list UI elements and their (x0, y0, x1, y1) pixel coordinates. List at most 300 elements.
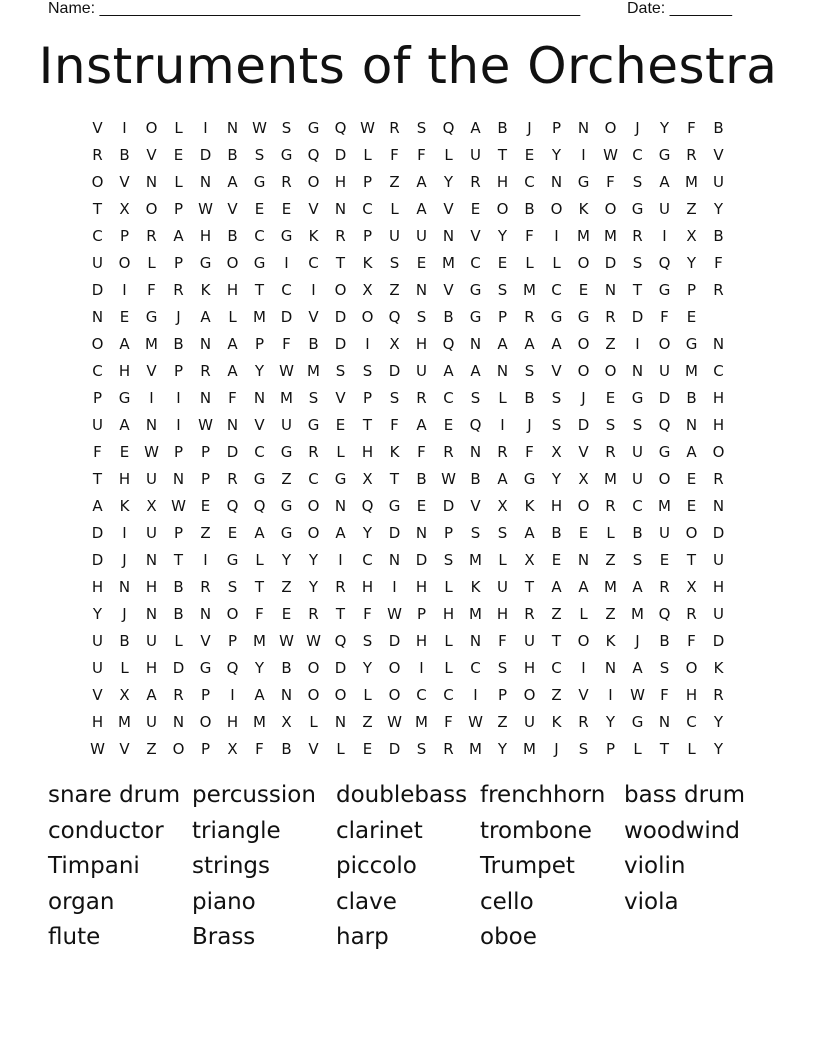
grid-letter: I (149, 388, 154, 407)
grid-letter: Z (281, 577, 292, 596)
grid-letter: E (119, 442, 130, 461)
grid-letter: L (174, 172, 183, 191)
grid-letter: E (659, 550, 670, 569)
grid-letter: F (687, 631, 696, 650)
grid-letter: L (363, 685, 372, 704)
grid-letter: S (551, 415, 562, 434)
grid-letter: B (416, 469, 427, 488)
grid-letter: P (200, 469, 211, 488)
grid-letter: O (145, 199, 158, 218)
grid-letter: V (254, 415, 265, 434)
grid-letter: O (91, 172, 104, 191)
grid-letter: V (443, 199, 454, 218)
grid-letter: I (338, 550, 343, 569)
grid-letter: V (92, 685, 103, 704)
grid-letter: M (253, 712, 266, 731)
grid-letter: G (631, 388, 644, 407)
grid-letter: M (415, 712, 428, 731)
grid-letter: C (92, 361, 103, 380)
grid-letter: O (334, 685, 347, 704)
grid-letter: F (417, 145, 426, 164)
grid-letter: W (279, 361, 294, 380)
grid-letter: P (416, 604, 427, 623)
grid-letter: U (92, 631, 103, 650)
grid-letter: B (659, 631, 670, 650)
grid-letter: H (496, 604, 509, 623)
grid-letter: Q (658, 415, 671, 434)
grid-letter: G (199, 658, 212, 677)
grid-letter: C (632, 496, 643, 515)
grid-letter: C (524, 172, 535, 191)
grid-letter: N (577, 118, 590, 137)
grid-letter: N (631, 361, 644, 380)
grid-letter: R (578, 712, 589, 731)
grid-letter: E (686, 469, 697, 488)
grid-letter: X (389, 334, 400, 353)
grid-letter: D (577, 415, 590, 434)
grid-letter: H (685, 685, 698, 704)
grid-letter: E (119, 307, 130, 326)
grid-letter: M (523, 280, 536, 299)
grid-letter: N (145, 172, 158, 191)
grid-letter: S (416, 739, 427, 758)
grid-letter: S (497, 280, 508, 299)
grid-letter: Y (551, 145, 562, 164)
grid-letter: P (200, 685, 211, 704)
grid-letter: V (308, 307, 319, 326)
grid-letter: V (713, 145, 724, 164)
grid-letter: T (254, 577, 265, 596)
grid-letter: P (200, 739, 211, 758)
grid-letter: Y (362, 523, 373, 542)
grid-letter: N (415, 280, 428, 299)
grid-letter: E (497, 253, 508, 272)
grid-letter: A (254, 685, 265, 704)
grid-letter: G (253, 172, 266, 191)
grid-letter: C (470, 658, 481, 677)
grid-letter: X (524, 550, 535, 569)
grid-letter: P (173, 442, 184, 461)
grid-letter: B (713, 118, 724, 137)
grid-letter: V (470, 226, 481, 245)
grid-letter: Z (605, 604, 616, 623)
grid-letter: J (527, 415, 532, 434)
grid-letter: Q (442, 334, 455, 353)
grid-letter: Q (307, 145, 320, 164)
grid-letter: H (226, 280, 239, 299)
grid-letter: C (686, 712, 697, 731)
grid-letter: A (524, 523, 535, 542)
grid-letter: R (281, 172, 292, 191)
grid-letter: J (122, 604, 127, 623)
grid-letter: J (554, 739, 559, 758)
grid-letter: A (470, 361, 481, 380)
grid-letter: R (335, 226, 346, 245)
grid-letter: D (415, 550, 428, 569)
grid-letter: R (416, 388, 427, 407)
grid-letter: R (686, 145, 697, 164)
grid-letter: A (497, 469, 508, 488)
grid-letter: D (388, 523, 401, 542)
grid-letter: F (255, 604, 264, 623)
grid-letter: G (577, 307, 590, 326)
grid-letter: O (307, 523, 320, 542)
grid-letter: I (608, 685, 613, 704)
grid-letter: S (659, 658, 670, 677)
grid-letter: P (173, 361, 184, 380)
grid-letter: Q (253, 496, 266, 515)
grid-letter: Y (551, 469, 562, 488)
grid-letter: V (308, 199, 319, 218)
grid-letter: F (282, 334, 291, 353)
grid-letter: P (200, 442, 211, 461)
grid-letter: T (524, 577, 535, 596)
word-bank-item: percussion (192, 782, 316, 808)
grid-letter: F (498, 631, 507, 650)
letter-grid (84, 114, 732, 762)
grid-letter: O (523, 685, 536, 704)
grid-letter: G (658, 442, 671, 461)
grid-letter: A (335, 523, 346, 542)
grid-letter: U (659, 199, 670, 218)
grid-letter: W (387, 604, 402, 623)
grid-letter: O (577, 253, 590, 272)
grid-letter: N (226, 415, 239, 434)
grid-letter: T (362, 415, 373, 434)
grid-letter: F (363, 604, 372, 623)
grid-letter: Q (442, 118, 455, 137)
grid-letter: I (581, 145, 586, 164)
grid-letter: I (554, 226, 559, 245)
grid-letter: E (686, 307, 697, 326)
grid-letter: Z (686, 199, 697, 218)
grid-letter: F (417, 442, 426, 461)
grid-letter: G (469, 307, 482, 326)
grid-letter: H (712, 388, 725, 407)
grid-letter: U (416, 226, 427, 245)
grid-letter: U (146, 469, 157, 488)
grid-letter: N (334, 496, 347, 515)
grid-letter: E (281, 199, 292, 218)
grid-letter: Y (659, 118, 670, 137)
grid-letter: H (712, 415, 725, 434)
grid-letter: G (631, 712, 644, 731)
grid-letter: C (443, 685, 454, 704)
grid-letter: O (496, 199, 509, 218)
grid-letter: K (605, 631, 616, 650)
grid-letter: N (658, 712, 671, 731)
grid-letter: Y (497, 226, 508, 245)
grid-letter: P (497, 685, 508, 704)
grid-letter: D (172, 658, 185, 677)
grid-letter: H (415, 334, 428, 353)
grid-letter: H (334, 172, 347, 191)
grid-letter: N (496, 361, 509, 380)
grid-letter: R (443, 442, 454, 461)
grid-letter: E (416, 496, 427, 515)
grid-letter: Z (389, 280, 400, 299)
grid-letter: L (525, 253, 534, 272)
grid-letter: L (444, 658, 453, 677)
grid-letter: C (281, 280, 292, 299)
grid-letter: B (173, 334, 184, 353)
grid-letter: G (280, 442, 293, 461)
grid-letter: D (334, 145, 347, 164)
grid-letter: X (362, 280, 373, 299)
grid-letter: Q (226, 496, 239, 515)
grid-letter: G (469, 280, 482, 299)
grid-letter: W (387, 712, 402, 731)
grid-letter: D (91, 523, 104, 542)
grid-letter: D (280, 307, 293, 326)
grid-letter: T (389, 469, 400, 488)
grid-letter: D (712, 523, 725, 542)
grid-letter: B (713, 226, 724, 245)
grid-letter: S (632, 253, 643, 272)
grid-letter: D (442, 496, 455, 515)
word-bank-item: Trumpet (480, 853, 575, 879)
grid-letter: U (659, 361, 670, 380)
grid-letter: F (606, 172, 615, 191)
word-bank (48, 778, 768, 956)
grid-letter: W (603, 145, 618, 164)
grid-letter: R (470, 172, 481, 191)
grid-letter: M (469, 550, 482, 569)
grid-letter: R (173, 685, 184, 704)
grid-letter: N (604, 280, 617, 299)
word-bank-item: frenchhorn (480, 782, 606, 808)
word-bank-item: oboe (480, 924, 537, 950)
grid-letter: N (469, 334, 482, 353)
grid-letter: P (92, 388, 103, 407)
grid-letter: R (389, 118, 400, 137)
grid-letter: Q (388, 307, 401, 326)
grid-letter: L (174, 631, 183, 650)
grid-letter: F (255, 739, 264, 758)
grid-letter: V (119, 172, 130, 191)
grid-letter: X (119, 199, 130, 218)
grid-letter: U (659, 523, 670, 542)
grid-letter: G (550, 307, 563, 326)
grid-letter: R (335, 577, 346, 596)
grid-letter: Z (281, 469, 292, 488)
grid-letter: G (388, 496, 401, 515)
grid-letter: G (280, 496, 293, 515)
grid-letter: K (578, 199, 589, 218)
word-bank-item: piccolo (336, 853, 417, 879)
page-title: Instruments of the Orchestra (38, 37, 778, 95)
grid-letter: K (362, 253, 373, 272)
grid-letter: N (118, 577, 131, 596)
grid-letter: U (146, 712, 157, 731)
grid-letter: G (523, 469, 536, 488)
grid-letter: Y (281, 550, 292, 569)
grid-letter: Z (497, 712, 508, 731)
grid-letter: J (527, 118, 532, 137)
grid-letter: H (118, 361, 131, 380)
grid-letter: A (551, 577, 562, 596)
grid-letter: E (335, 415, 346, 434)
grid-letter: F (444, 712, 453, 731)
grid-letter: G (253, 469, 266, 488)
grid-letter: V (551, 361, 562, 380)
grid-letter: U (281, 415, 292, 434)
grid-letter: V (335, 388, 346, 407)
grid-letter: O (577, 631, 590, 650)
grid-letter: H (199, 226, 212, 245)
grid-letter: O (577, 334, 590, 353)
grid-letter: U (146, 631, 157, 650)
grid-letter: A (227, 361, 238, 380)
grid-letter: N (172, 712, 185, 731)
grid-letter: D (334, 658, 347, 677)
grid-letter: B (173, 604, 184, 623)
grid-letter: Y (713, 199, 724, 218)
grid-letter: V (578, 685, 589, 704)
grid-letter: D (91, 550, 104, 569)
grid-letter: X (551, 442, 562, 461)
grid-letter: A (470, 118, 481, 137)
grid-letter: T (254, 280, 265, 299)
grid-letter: M (631, 604, 644, 623)
word-bank-item: cello (480, 888, 534, 915)
grid-letter: Y (254, 658, 265, 677)
grid-letter: Y (443, 172, 454, 191)
grid-letter: B (308, 334, 319, 353)
grid-letter: N (199, 172, 212, 191)
grid-letter: O (334, 280, 347, 299)
grid-letter: O (307, 658, 320, 677)
grid-letter: R (524, 307, 535, 326)
grid-letter: N (145, 604, 158, 623)
grid-letter: H (442, 604, 455, 623)
grid-letter: U (713, 550, 724, 569)
grid-letter: L (444, 577, 453, 596)
grid-letter: Y (605, 712, 616, 731)
grid-letter: X (578, 469, 589, 488)
grid-letter: G (658, 145, 671, 164)
grid-letter: L (336, 442, 345, 461)
grid-letter: L (552, 253, 561, 272)
grid-letter: E (578, 280, 589, 299)
grid-letter: W (90, 739, 105, 758)
grid-letter: M (604, 469, 617, 488)
grid-letter: X (227, 739, 238, 758)
grid-letter: R (605, 307, 616, 326)
grid-letter: I (230, 685, 235, 704)
grid-letter: W (252, 118, 267, 137)
grid-letter: S (389, 388, 400, 407)
grid-letter: P (551, 118, 562, 137)
grid-letter: K (389, 442, 400, 461)
grid-letter: U (470, 145, 481, 164)
grid-letter: Z (605, 550, 616, 569)
grid-letter: N (334, 199, 347, 218)
grid-letter: M (469, 739, 482, 758)
grid-letter: S (551, 388, 562, 407)
grid-letter: H (91, 577, 104, 596)
grid-letter: A (632, 577, 643, 596)
grid-letter: N (280, 685, 293, 704)
grid-letter: E (551, 550, 562, 569)
grid-letter: C (551, 658, 562, 677)
grid-letter: O (361, 307, 374, 326)
grid-letter: G (145, 307, 158, 326)
grid-letter: G (280, 145, 293, 164)
grid-letter: S (578, 739, 589, 758)
grid-letter: Y (686, 253, 697, 272)
grid-letter: L (255, 550, 264, 569)
grid-letter: S (308, 388, 319, 407)
grid-letter: F (390, 145, 399, 164)
grid-letter: O (550, 199, 563, 218)
grid-letter: U (416, 361, 427, 380)
grid-letter: O (307, 496, 320, 515)
grid-letter: R (497, 442, 508, 461)
grid-letter: W (144, 442, 159, 461)
grid-letter: Y (308, 550, 319, 569)
grid-letter: U (632, 469, 643, 488)
grid-letter: E (362, 739, 373, 758)
grid-letter: Q (658, 604, 671, 623)
grid-letter: U (92, 658, 103, 677)
grid-letter: R (605, 442, 616, 461)
grid-letter: Y (497, 739, 508, 758)
grid-letter: R (605, 496, 616, 515)
grid-letter: O (145, 118, 158, 137)
grid-letter: L (444, 631, 453, 650)
grid-letter: W (279, 631, 294, 650)
grid-letter: H (145, 658, 158, 677)
word-bank-item: clarinet (336, 817, 423, 844)
grid-letter: T (92, 469, 103, 488)
grid-letter: O (604, 199, 617, 218)
grid-letter: I (581, 658, 586, 677)
grid-letter: E (416, 253, 427, 272)
grid-letter: F (714, 253, 723, 272)
grid-letter: R (713, 469, 724, 488)
grid-letter: O (685, 523, 698, 542)
grid-letter: T (335, 253, 346, 272)
grid-letter: J (581, 388, 586, 407)
name-field-label: Name: ______________________________________________________ (48, 0, 581, 17)
grid-letter: W (198, 199, 213, 218)
grid-letter: B (281, 658, 292, 677)
grid-letter: A (524, 334, 535, 353)
grid-letter: R (308, 442, 319, 461)
grid-letter: G (118, 388, 131, 407)
grid-letter: X (497, 496, 508, 515)
grid-letter: P (227, 631, 238, 650)
grid-letter: S (281, 118, 292, 137)
grid-letter: C (254, 442, 265, 461)
grid-letter: O (388, 658, 401, 677)
grid-letter: N (442, 226, 455, 245)
grid-letter: W (630, 685, 645, 704)
grid-letter: Y (713, 739, 724, 758)
grid-letter: I (122, 280, 127, 299)
grid-letter: N (226, 118, 239, 137)
grid-letter: S (335, 361, 346, 380)
grid-letter: E (173, 145, 184, 164)
grid-letter: H (415, 631, 428, 650)
grid-letter: A (416, 415, 427, 434)
grid-letter: R (200, 361, 211, 380)
grid-letter: A (416, 199, 427, 218)
grid-letter: L (228, 307, 237, 326)
grid-letter: H (361, 577, 374, 596)
grid-letter: D (388, 361, 401, 380)
